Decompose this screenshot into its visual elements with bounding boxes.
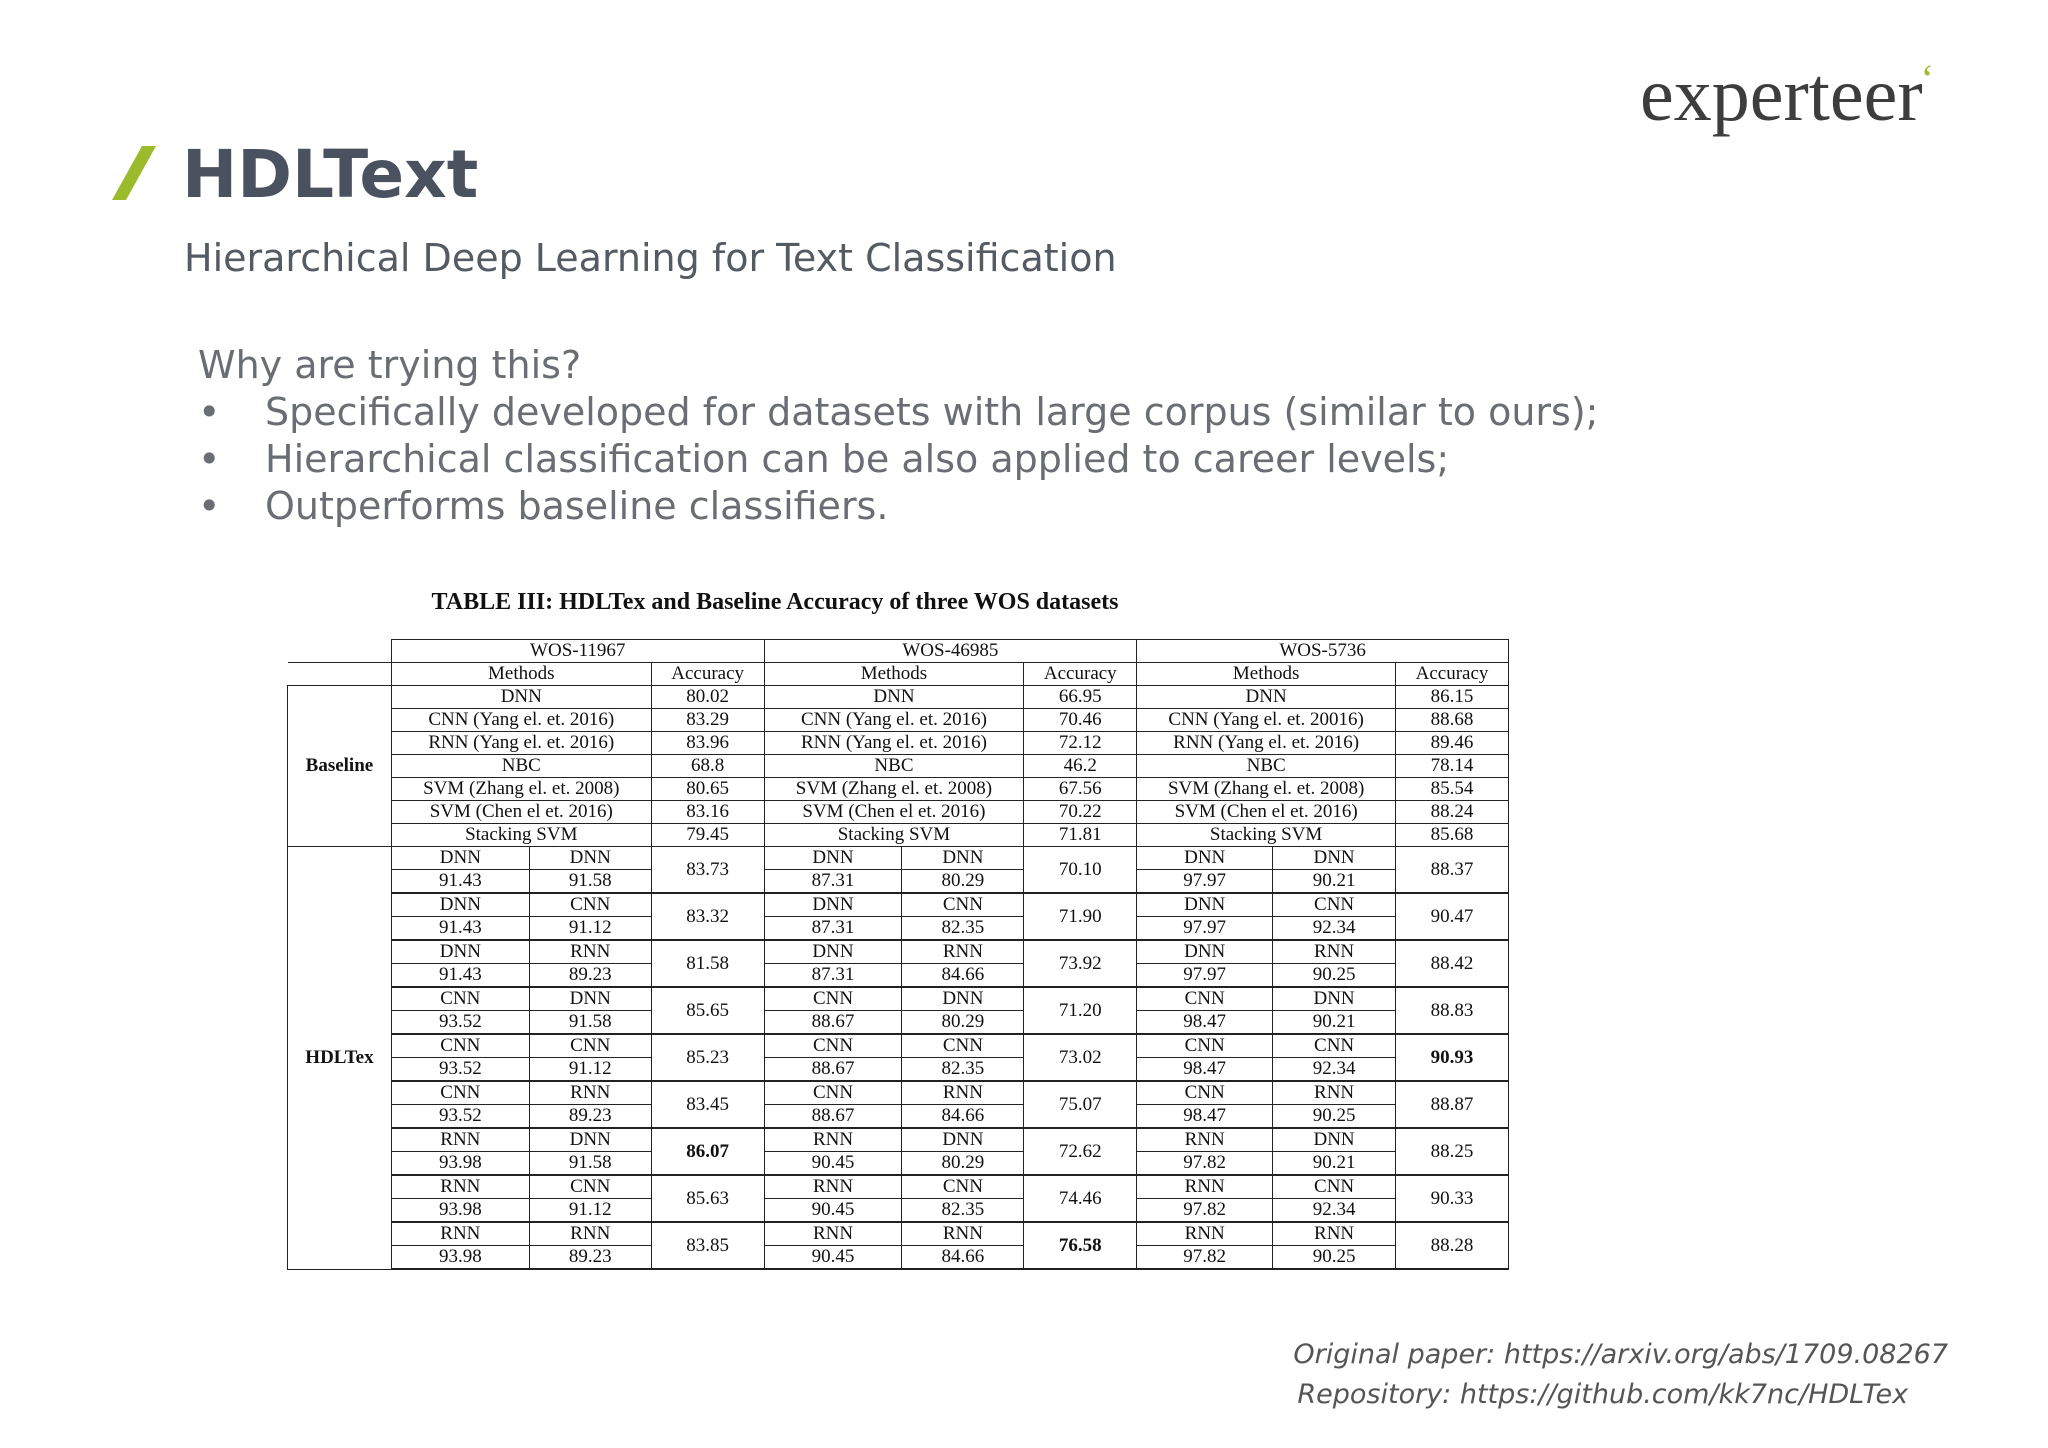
level2-method-cell: CNN: [1273, 1175, 1396, 1199]
level1-accuracy-cell: 93.52: [391, 1058, 529, 1082]
table-row: [288, 686, 1509, 709]
table-corner-cell: [288, 640, 392, 663]
level2-method-cell: CNN: [1273, 893, 1396, 917]
level1-accuracy-cell: 91.43: [391, 917, 529, 941]
level1-accuracy-cell: 97.82: [1137, 1152, 1273, 1176]
level1-accuracy-cell: 90.45: [764, 1246, 902, 1270]
table-caption: TABLE III: HDLTex and Baseline Accuracy of three WOS datasets: [431, 589, 1119, 615]
method-cell: SVM (Chen el et. 2016): [764, 801, 1024, 824]
level1-method-cell: CNN: [391, 987, 529, 1011]
method-cell: NBC: [391, 755, 651, 778]
method-cell: Stacking SVM: [764, 824, 1024, 847]
table-row: [288, 870, 1509, 894]
accuracy-cell: 83.96: [651, 732, 764, 755]
level1-accuracy-cell: 87.31: [764, 870, 902, 894]
table-row: [288, 755, 1509, 778]
level2-method-cell: DNN: [902, 1128, 1024, 1152]
baseline-group-label: Baseline: [288, 686, 392, 847]
intro-section: [198, 342, 1598, 530]
table-row: [288, 917, 1509, 941]
level2-accuracy-cell: 90.25: [1273, 964, 1396, 988]
accuracy-cell: 72.12: [1024, 732, 1137, 755]
accuracy-cell: 88.24: [1396, 801, 1509, 824]
level2-method-cell: RNN: [902, 940, 1024, 964]
bullet-icon: •: [198, 390, 221, 434]
accuracy-cell: 72.62: [1024, 1128, 1137, 1175]
level1-method-cell: CNN: [1137, 1034, 1273, 1058]
method-cell: CNN (Yang el. et. 2016): [764, 709, 1024, 732]
method-cell: RNN (Yang el. et. 2016): [764, 732, 1024, 755]
list-item-text: Specifically developed for datasets with large corpus (similar to ours);: [265, 390, 1599, 434]
level1-method-cell: DNN: [391, 847, 529, 870]
table-row: [288, 824, 1509, 847]
accuracy-cell: 71.90: [1024, 893, 1137, 940]
experteer-logo: [1640, 52, 1934, 139]
level2-method-cell: DNN: [529, 987, 651, 1011]
list-item: [198, 436, 1598, 483]
level2-method-cell: RNN: [529, 1081, 651, 1105]
table-row: [288, 1058, 1509, 1082]
method-cell: SVM (Zhang el. et. 2008): [391, 778, 651, 801]
table-row: [288, 709, 1509, 732]
table-subheader-row: [288, 663, 1509, 686]
level1-method-cell: DNN: [1137, 847, 1273, 870]
list-item-text: Hierarchical classification can be also applied to career levels;: [265, 437, 1450, 481]
accuracy-cell: 85.54: [1396, 778, 1509, 801]
level1-method-cell: CNN: [764, 987, 902, 1011]
list-item: [198, 389, 1598, 436]
repository-reference: Repository: https://github.com/kk7nc/HDLTex: [1297, 1379, 1909, 1410]
level1-method-cell: RNN: [1137, 1128, 1273, 1152]
level2-accuracy-cell: 90.25: [1273, 1105, 1396, 1129]
level2-method-cell: DNN: [1273, 1128, 1396, 1152]
accuracy-header: Accuracy: [1396, 663, 1509, 686]
accuracy-cell: 80.02: [651, 686, 764, 709]
level2-method-cell: RNN: [902, 1081, 1024, 1105]
bullet-icon: •: [198, 437, 221, 481]
level1-method-cell: RNN: [764, 1175, 902, 1199]
level2-accuracy-cell: 82.35: [902, 1058, 1024, 1082]
accuracy-cell: 70.22: [1024, 801, 1137, 824]
intro-question: Why are trying this?: [198, 343, 582, 387]
results-table: [287, 639, 1509, 1270]
table-row: [288, 1011, 1509, 1035]
accuracy-cell: 71.20: [1024, 987, 1137, 1034]
accuracy-cell: 86.07: [651, 1128, 764, 1175]
method-cell: SVM (Zhang el. et. 2008): [1137, 778, 1396, 801]
method-cell: NBC: [1137, 755, 1396, 778]
accuracy-cell: 68.8: [651, 755, 764, 778]
level2-method-cell: DNN: [1273, 847, 1396, 870]
level1-accuracy-cell: 91.43: [391, 964, 529, 988]
table-row: [288, 1246, 1509, 1270]
level1-accuracy-cell: 98.47: [1137, 1058, 1273, 1082]
methods-header: Methods: [391, 663, 651, 686]
level2-accuracy-cell: 92.34: [1273, 1058, 1396, 1082]
level2-method-cell: CNN: [529, 1175, 651, 1199]
accuracy-cell: 73.02: [1024, 1034, 1137, 1081]
method-cell: RNN (Yang el. et. 2016): [391, 732, 651, 755]
level1-accuracy-cell: 97.97: [1137, 917, 1273, 941]
table-row: [288, 1034, 1509, 1058]
accuracy-cell: 90.33: [1396, 1175, 1509, 1222]
table-row: [288, 847, 1509, 870]
level2-accuracy-cell: 91.58: [529, 870, 651, 894]
level2-method-cell: CNN: [529, 1034, 651, 1058]
method-cell: DNN: [764, 686, 1024, 709]
table-row: [288, 1152, 1509, 1176]
accuracy-header: Accuracy: [651, 663, 764, 686]
level2-method-cell: DNN: [902, 847, 1024, 870]
level2-accuracy-cell: 82.35: [902, 917, 1024, 941]
accuracy-cell: 88.83: [1396, 987, 1509, 1034]
accuracy-cell: 76.58: [1024, 1222, 1137, 1269]
reasons-list: [198, 389, 1598, 530]
accuracy-header: Accuracy: [1024, 663, 1137, 686]
level1-accuracy-cell: 98.47: [1137, 1011, 1273, 1035]
logo-text: experteer: [1640, 53, 1923, 137]
accuracy-cell: 83.45: [651, 1081, 764, 1128]
level2-accuracy-cell: 90.21: [1273, 1011, 1396, 1035]
level1-method-cell: RNN: [1137, 1175, 1273, 1199]
accuracy-cell: 85.63: [651, 1175, 764, 1222]
level1-accuracy-cell: 97.97: [1137, 870, 1273, 894]
level2-method-cell: DNN: [902, 987, 1024, 1011]
table-row: [288, 1081, 1509, 1105]
table-row: [288, 801, 1509, 824]
dataset-header: WOS-46985: [764, 640, 1137, 663]
level1-method-cell: DNN: [764, 940, 902, 964]
level1-method-cell: RNN: [391, 1175, 529, 1199]
table-corner-cell: [288, 663, 392, 686]
accuracy-cell: 73.92: [1024, 940, 1137, 987]
accuracy-cell: 86.15: [1396, 686, 1509, 709]
method-cell: RNN (Yang el. et. 2016): [1137, 732, 1396, 755]
accuracy-cell: 88.87: [1396, 1081, 1509, 1128]
level1-method-cell: DNN: [1137, 893, 1273, 917]
accuracy-cell: 75.07: [1024, 1081, 1137, 1128]
method-cell: Stacking SVM: [1137, 824, 1396, 847]
level1-accuracy-cell: 90.45: [764, 1152, 902, 1176]
level2-method-cell: RNN: [902, 1222, 1024, 1246]
logo-accent-mark: ʻ: [1920, 56, 1934, 101]
accuracy-cell: 90.93: [1396, 1034, 1509, 1081]
level2-method-cell: CNN: [902, 1034, 1024, 1058]
level1-method-cell: CNN: [764, 1034, 902, 1058]
level2-accuracy-cell: 82.35: [902, 1199, 1024, 1223]
level2-method-cell: RNN: [529, 940, 651, 964]
accuracy-cell: 80.65: [651, 778, 764, 801]
accuracy-cell: 83.73: [651, 847, 764, 894]
methods-header: Methods: [1137, 663, 1396, 686]
level1-method-cell: DNN: [764, 893, 902, 917]
level2-accuracy-cell: 80.29: [902, 1011, 1024, 1035]
level1-method-cell: RNN: [1137, 1222, 1273, 1246]
table-row: [288, 987, 1509, 1011]
level2-accuracy-cell: 89.23: [529, 1246, 651, 1270]
table-row: [288, 1105, 1509, 1129]
method-cell: CNN (Yang el. et. 2016): [391, 709, 651, 732]
accuracy-cell: 88.68: [1396, 709, 1509, 732]
level2-accuracy-cell: 91.58: [529, 1011, 651, 1035]
page-subtitle: Hierarchical Deep Learning for Text Classification: [184, 236, 1117, 280]
level1-accuracy-cell: 88.67: [764, 1011, 902, 1035]
level2-method-cell: DNN: [529, 1128, 651, 1152]
table-row: [288, 1175, 1509, 1199]
accuracy-cell: 78.14: [1396, 755, 1509, 778]
accuracy-cell: 83.32: [651, 893, 764, 940]
table-row: [288, 1128, 1509, 1152]
methods-header: Methods: [764, 663, 1024, 686]
level1-method-cell: DNN: [764, 847, 902, 870]
level2-accuracy-cell: 84.66: [902, 1246, 1024, 1270]
level1-method-cell: RNN: [764, 1222, 902, 1246]
level1-method-cell: RNN: [764, 1128, 902, 1152]
level1-accuracy-cell: 91.43: [391, 870, 529, 894]
table-row: [288, 893, 1509, 917]
accuracy-cell: 88.28: [1396, 1222, 1509, 1269]
level1-accuracy-cell: 93.98: [391, 1246, 529, 1270]
accuracy-cell: 88.42: [1396, 940, 1509, 987]
title-accent-slash-icon: [112, 146, 162, 206]
table-row: [288, 964, 1509, 988]
accuracy-cell: 71.81: [1024, 824, 1137, 847]
level2-method-cell: CNN: [902, 893, 1024, 917]
level1-method-cell: DNN: [391, 940, 529, 964]
level1-accuracy-cell: 88.67: [764, 1058, 902, 1082]
level1-accuracy-cell: 90.45: [764, 1199, 902, 1223]
accuracy-cell: 90.47: [1396, 893, 1509, 940]
accuracy-cell: 81.58: [651, 940, 764, 987]
method-cell: CNN (Yang el. et. 20016): [1137, 709, 1396, 732]
level1-method-cell: CNN: [1137, 1081, 1273, 1105]
level1-method-cell: RNN: [391, 1128, 529, 1152]
level2-accuracy-cell: 92.34: [1273, 1199, 1396, 1223]
level2-accuracy-cell: 84.66: [902, 1105, 1024, 1129]
level1-accuracy-cell: 87.31: [764, 964, 902, 988]
method-cell: DNN: [1137, 686, 1396, 709]
accuracy-cell: 79.45: [651, 824, 764, 847]
level2-accuracy-cell: 80.29: [902, 1152, 1024, 1176]
level1-method-cell: CNN: [1137, 987, 1273, 1011]
level1-accuracy-cell: 98.47: [1137, 1105, 1273, 1129]
level2-accuracy-cell: 91.12: [529, 1058, 651, 1082]
accuracy-cell: 85.65: [651, 987, 764, 1034]
method-cell: DNN: [391, 686, 651, 709]
level2-accuracy-cell: 80.29: [902, 870, 1024, 894]
accuracy-cell: 46.2: [1024, 755, 1137, 778]
level1-accuracy-cell: 97.97: [1137, 964, 1273, 988]
bullet-icon: •: [198, 484, 221, 528]
accuracy-cell: 66.95: [1024, 686, 1137, 709]
level2-method-cell: RNN: [529, 1222, 651, 1246]
level1-accuracy-cell: 93.52: [391, 1105, 529, 1129]
level1-accuracy-cell: 88.67: [764, 1105, 902, 1129]
accuracy-cell: 67.56: [1024, 778, 1137, 801]
paper-reference: Original paper: https://arxiv.org/abs/1709.08267: [1293, 1339, 1948, 1370]
list-item-text: Outperforms baseline classifiers.: [265, 484, 889, 528]
accuracy-cell: 83.29: [651, 709, 764, 732]
level1-method-cell: DNN: [1137, 940, 1273, 964]
level2-accuracy-cell: 91.58: [529, 1152, 651, 1176]
table-row: [288, 732, 1509, 755]
level2-accuracy-cell: 90.21: [1273, 1152, 1396, 1176]
accuracy-cell: 88.37: [1396, 847, 1509, 894]
level2-method-cell: DNN: [1273, 987, 1396, 1011]
dataset-header: WOS-5736: [1137, 640, 1509, 663]
method-cell: NBC: [764, 755, 1024, 778]
method-cell: Stacking SVM: [391, 824, 651, 847]
level1-accuracy-cell: 93.52: [391, 1011, 529, 1035]
level1-method-cell: CNN: [764, 1081, 902, 1105]
level1-accuracy-cell: 93.98: [391, 1152, 529, 1176]
level2-method-cell: CNN: [902, 1175, 1024, 1199]
method-cell: SVM (Chen el et. 2016): [1137, 801, 1396, 824]
references: [1293, 1335, 1948, 1415]
accuracy-cell: 88.25: [1396, 1128, 1509, 1175]
accuracy-cell: 83.16: [651, 801, 764, 824]
level1-method-cell: DNN: [391, 893, 529, 917]
table-row: [288, 940, 1509, 964]
level2-accuracy-cell: 89.23: [529, 1105, 651, 1129]
table-row: [288, 1222, 1509, 1246]
level2-accuracy-cell: 84.66: [902, 964, 1024, 988]
level1-accuracy-cell: 87.31: [764, 917, 902, 941]
accuracy-cell: 70.46: [1024, 709, 1137, 732]
level1-method-cell: CNN: [391, 1034, 529, 1058]
table-row: [288, 1199, 1509, 1223]
level2-accuracy-cell: 90.21: [1273, 870, 1396, 894]
level2-method-cell: RNN: [1273, 1222, 1396, 1246]
accuracy-cell: 85.68: [1396, 824, 1509, 847]
level2-method-cell: CNN: [529, 893, 651, 917]
level2-method-cell: DNN: [529, 847, 651, 870]
method-cell: SVM (Chen el et. 2016): [391, 801, 651, 824]
hdltex-group-label: HDLTex: [288, 847, 392, 1270]
level2-method-cell: RNN: [1273, 940, 1396, 964]
level2-method-cell: RNN: [1273, 1081, 1396, 1105]
accuracy-cell: 83.85: [651, 1222, 764, 1269]
accuracy-cell: 89.46: [1396, 732, 1509, 755]
method-cell: SVM (Zhang el. et. 2008): [764, 778, 1024, 801]
table-row: [288, 778, 1509, 801]
level1-method-cell: CNN: [391, 1081, 529, 1105]
dataset-header: WOS-11967: [391, 640, 764, 663]
level2-accuracy-cell: 89.23: [529, 964, 651, 988]
level2-method-cell: CNN: [1273, 1034, 1396, 1058]
accuracy-cell: 74.46: [1024, 1175, 1137, 1222]
table-header-row: [288, 640, 1509, 663]
level1-accuracy-cell: 97.82: [1137, 1199, 1273, 1223]
level2-accuracy-cell: 90.25: [1273, 1246, 1396, 1270]
level2-accuracy-cell: 91.12: [529, 1199, 651, 1223]
level1-method-cell: RNN: [391, 1222, 529, 1246]
level1-accuracy-cell: 97.82: [1137, 1246, 1273, 1270]
page-title: HDLText: [182, 136, 479, 213]
level2-accuracy-cell: 92.34: [1273, 917, 1396, 941]
level1-accuracy-cell: 93.98: [391, 1199, 529, 1223]
level2-accuracy-cell: 91.12: [529, 917, 651, 941]
accuracy-cell: 85.23: [651, 1034, 764, 1081]
list-item: [198, 483, 1598, 530]
accuracy-cell: 70.10: [1024, 847, 1137, 894]
